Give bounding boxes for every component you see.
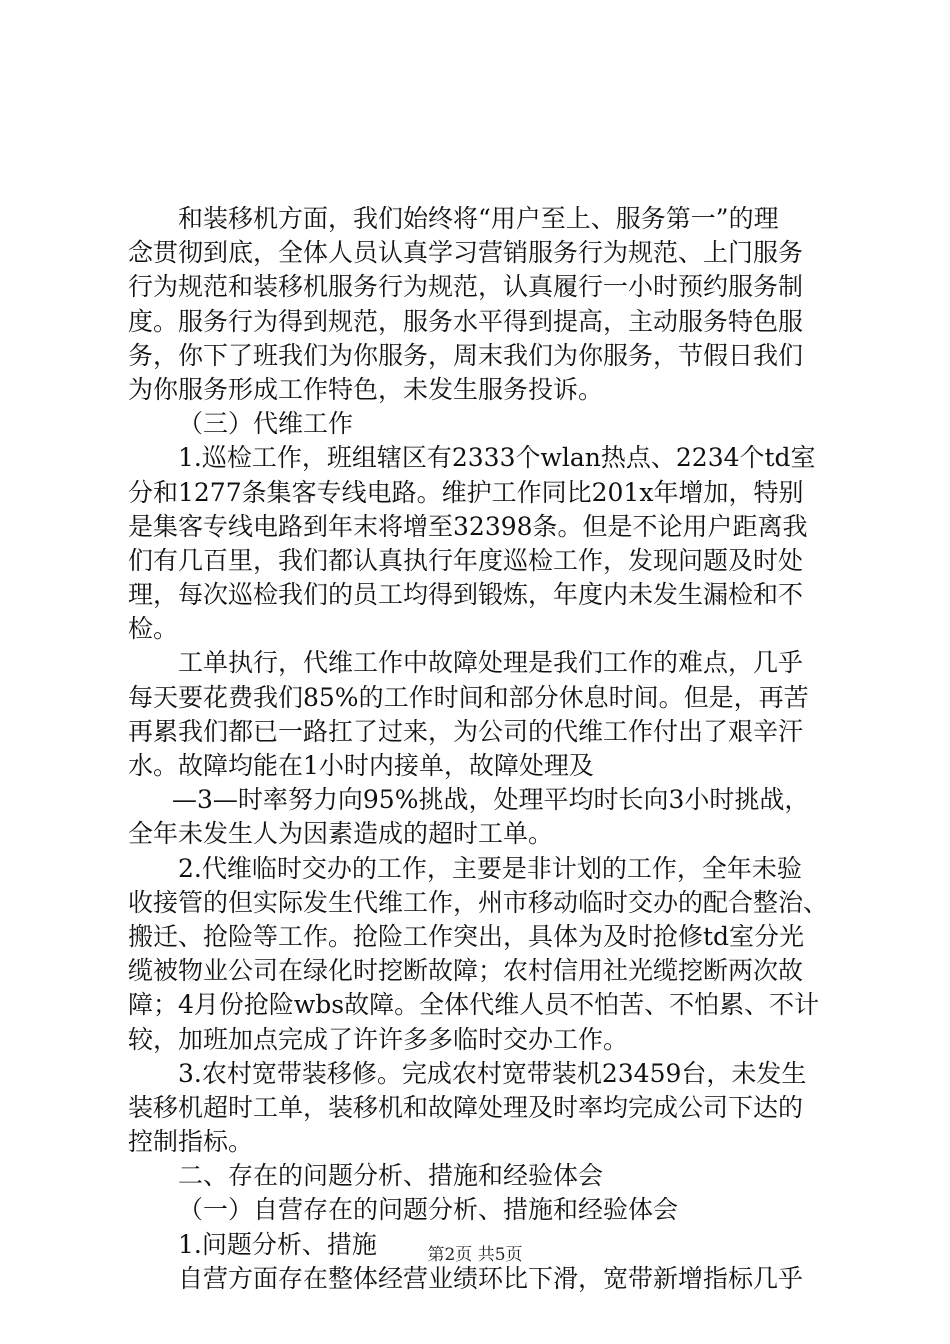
- text-line: 二、存在的问题分析、措施和经验体会: [178, 1161, 604, 1191]
- text-line: 收接管的但实际发生代维工作，州市移动临时交办的配合整治、: [128, 887, 829, 917]
- text-line: 装移机超时工单，装移机和故障处理及时率均完成公司下达的: [128, 1092, 804, 1122]
- text-line: 和装移机方面，我们始终将“用户至上、服务第一”的理: [178, 204, 779, 233]
- document-body: [128, 202, 828, 1296]
- text-line: 每天要花费我们85%的工作时间和部分休息时间。但是，再苦: [128, 682, 809, 712]
- text-line: 分和1277条集客专线电路。维护工作同比201x年增加，特别: [128, 477, 804, 507]
- text-line: 1.巡检工作，班组辖区有2333个wlan热点、2234个td室: [178, 443, 816, 473]
- text-line: 控制指标。: [128, 1127, 254, 1157]
- text-line: 再累我们都已一路扛了过来，为公司的代维工作付出了艰辛汗: [128, 716, 804, 746]
- text-line: 1.问题分析、措施: [178, 1229, 377, 1259]
- text-line: 2.代维临时交办的工作，主要是非计划的工作，全年未验: [178, 853, 802, 883]
- text-line: 缆被物业公司在绿化时挖断故障；农村信用社光缆挖断两次故: [128, 956, 804, 986]
- text-line: 全年未发生人为因素造成的超时工单。: [128, 819, 554, 849]
- text-line: 务，你下了班我们为你服务，周末我们为你服务，节假日我们: [128, 340, 804, 370]
- text-line: —3—时率努力向95%挑战，处理平均时长向3小时挑战，: [172, 785, 810, 815]
- text-line: 念贯彻到底，全体人员认真学习营销服务行为规范、上门服务: [128, 238, 804, 268]
- text-line: 为你服务形成工作特色，未发生服务投诉。: [128, 374, 604, 404]
- text-line: 们有几百里，我们都认真执行年度巡检工作，发现问题及时处: [128, 545, 804, 575]
- text-line: （三）代维工作: [178, 409, 354, 439]
- text-line: 水。故障均能在1小时内接单，故障处理及: [128, 751, 594, 780]
- text-line: 检。: [128, 614, 179, 644]
- text-line: 障；4月份抢险wbs故障。全体代维人员不怕苦、不怕累、不计: [128, 990, 820, 1020]
- text-line: 行为规范和装移机服务行为规范，认真履行一小时预约服务制: [128, 272, 804, 302]
- text-line: 是集客专线电路到年末将增至32398条。但是不论用户距离我: [128, 511, 808, 541]
- text-line: 搬迁、抢险等工作。抢险工作突出，具体为及时抢修td室分光: [128, 921, 805, 951]
- text-line: 3.农村宽带装移修。完成农村宽带装机23459台，未发生: [178, 1058, 807, 1088]
- text-line: （一）自营存在的问题分析、措施和经验体会: [178, 1195, 679, 1225]
- page-footer: 第2页 共5页: [427, 1245, 523, 1265]
- text-line: 较，加班加点完成了许许多多临时交办工作。: [128, 1024, 629, 1054]
- text-line: 工单执行，代维工作中故障处理是我们工作的难点，几乎: [178, 648, 804, 678]
- text-line: 理，每次巡检我们的员工均得到锻炼，年度内未发生漏检和不: [128, 580, 804, 610]
- text-line: 度。服务行为得到规范，服务水平得到提高，主动服务特色服: [128, 306, 804, 336]
- text-line: 自营方面存在整体经营业绩环比下滑，宽带新增指标几乎: [178, 1263, 804, 1293]
